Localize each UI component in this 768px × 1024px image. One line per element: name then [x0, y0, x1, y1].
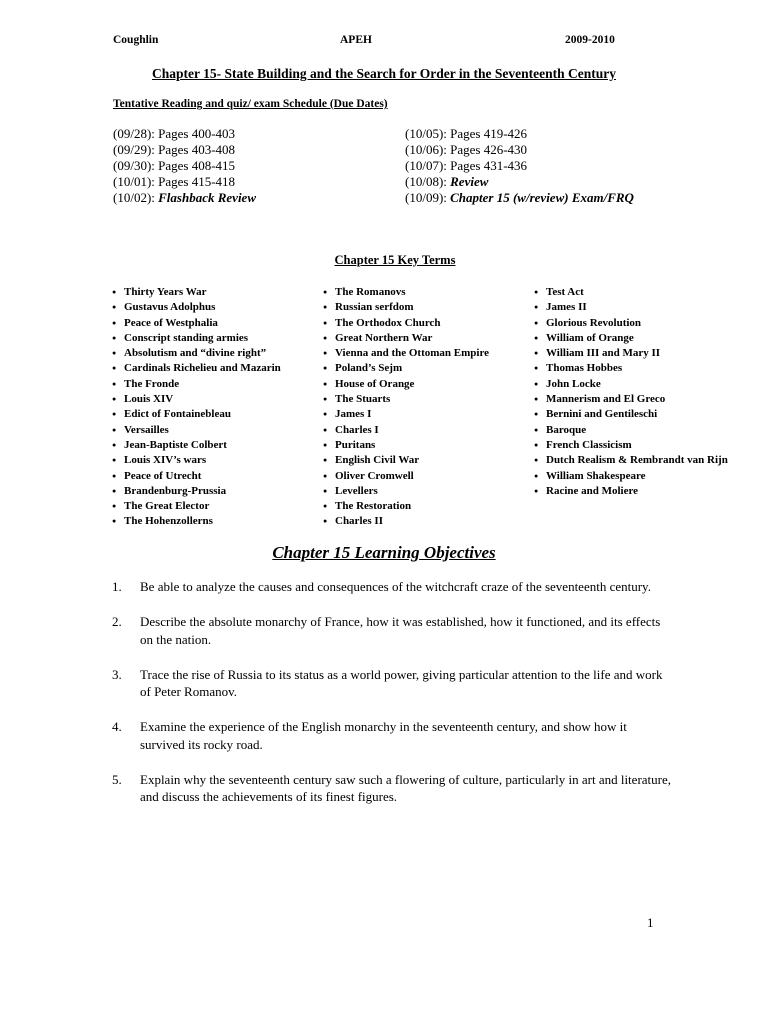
- key-term: ● Thomas Hobbes: [534, 361, 739, 376]
- key-term: ● Gustavus Adolphus: [112, 300, 312, 315]
- header-author: Coughlin: [113, 34, 159, 46]
- key-term: ● Test Act: [534, 285, 739, 300]
- key-term: ● William of Orange: [534, 331, 739, 346]
- key-term: ● The Romanovs: [323, 285, 523, 300]
- objective-text: Describe the absolute monarchy of France, how it was established, how it functioned, and its effects on the nation.: [140, 614, 661, 647]
- key-term: ● Great Northern War: [323, 331, 523, 346]
- key-term: ● Racine and Moliere: [534, 484, 739, 499]
- schedule-date: (10/05):: [405, 126, 451, 141]
- key-term: ● Mannerism and El Greco: [534, 392, 739, 407]
- key-term: ● Dutch Realism & Rembrandt van Rijn: [534, 453, 739, 468]
- objective-text: Examine the experience of the English monarchy in the seventeenth century, and show how it survived its rocky road.: [140, 719, 627, 752]
- key-term: ● Jean-Baptiste Colbert: [112, 438, 312, 453]
- schedule-right-column: [405, 126, 634, 206]
- schedule-date: (10/07):: [405, 158, 451, 173]
- schedule-emphasis: Review: [450, 174, 489, 189]
- key-term: ● The Restoration: [323, 499, 523, 514]
- page-header: [0, 34, 768, 50]
- schedule-row: [113, 190, 256, 206]
- objective-item: [112, 666, 672, 701]
- key-terms-title: Chapter 15 Key Terms: [334, 253, 456, 267]
- key-term: ● Charles I: [323, 423, 523, 438]
- schedule-row: [405, 190, 634, 206]
- schedule-date: (10/09):: [405, 190, 451, 205]
- key-terms-column-3: [534, 285, 739, 499]
- key-term: ● House of Orange: [323, 377, 523, 392]
- key-term: ● Bernini and Gentileschi: [534, 407, 739, 422]
- key-term: ● Puritans: [323, 438, 523, 453]
- key-term: ● Edict of Fontainebleau: [112, 407, 312, 422]
- schedule-date: (10/08):: [405, 174, 451, 189]
- objective-number: 2.: [112, 614, 122, 629]
- key-term: ● English Civil War: [323, 453, 523, 468]
- schedule-heading: Tentative Reading and quiz/ exam Schedule (Due Dates): [113, 98, 388, 110]
- key-term: ● Glorious Revolution: [534, 316, 739, 331]
- key-term: ● James II: [534, 300, 739, 315]
- schedule-date: (09/28):: [113, 126, 159, 141]
- key-term: ● The Great Elector: [112, 499, 312, 514]
- schedule-text: Pages 431-436: [450, 158, 528, 173]
- key-term: ● Peace of Utrecht: [112, 469, 312, 484]
- schedule-row: [405, 158, 634, 174]
- key-term: ● Baroque: [534, 423, 739, 438]
- schedule-text: Pages 415-418: [158, 174, 236, 189]
- key-term: ● Russian serfdom: [323, 300, 523, 315]
- key-term: ● The Fronde: [112, 377, 312, 392]
- objective-number: 3.: [112, 666, 122, 682]
- schedule-date: (10/02):: [113, 190, 159, 205]
- objective-text: Explain why the seventeenth century saw such a flowering of culture, particularly in art and literature, and discuss the achievements of its finest figures.: [140, 771, 672, 804]
- chapter-title: Chapter 15- State Building and the Search for Order in the Seventeenth Century: [151, 66, 616, 81]
- key-term: ● John Locke: [534, 377, 739, 392]
- schedule-text: Pages 408-415: [158, 158, 236, 173]
- schedule-text: Pages 403-408: [158, 142, 236, 157]
- objective-item: [112, 771, 672, 806]
- objective-text: Trace the rise of Russia to its status as a world power, giving particular attention to the life and work of Peter Romanov.: [140, 666, 663, 699]
- key-term: ● William Shakespeare: [534, 469, 739, 484]
- header-course: APEH: [340, 34, 372, 46]
- objective-item: [112, 613, 672, 648]
- schedule-date: (09/29):: [113, 142, 159, 157]
- key-terms-column-2: [323, 285, 523, 530]
- objective-item: [112, 718, 672, 753]
- key-term: ● Peace of Westphalia: [112, 316, 312, 331]
- key-term: ● French Classicism: [534, 438, 739, 453]
- key-term: ● Levellers: [323, 484, 523, 499]
- schedule-emphasis: Chapter 15 (w/review) Exam/FRQ: [450, 190, 634, 205]
- header-year: 2009-2010: [565, 34, 615, 46]
- objective-item: [112, 578, 672, 596]
- schedule-date: (10/01):: [113, 174, 159, 189]
- schedule-row: [113, 126, 256, 142]
- key-term: ● The Stuarts: [323, 392, 523, 407]
- schedule-emphasis: Flashback Review: [158, 190, 256, 205]
- key-term: ● Cardinals Richelieu and Mazarin: [112, 361, 312, 376]
- schedule-left-column: [113, 126, 256, 206]
- key-term: ● Versailles: [112, 423, 312, 438]
- objective-number: 4.: [112, 719, 122, 734]
- schedule-row: [113, 158, 256, 174]
- key-term: ● Oliver Cromwell: [323, 469, 523, 484]
- schedule-date: (10/06):: [405, 142, 451, 157]
- schedule-text: Pages 400-403: [158, 126, 236, 141]
- objective-text: Be able to analyze the causes and consequences of the witchcraft craze of the seventeenth century.: [140, 579, 651, 594]
- schedule-row: [405, 174, 634, 190]
- schedule-date: (09/30):: [113, 158, 159, 173]
- objectives-list: [112, 578, 672, 823]
- key-term: ● Louis XIV: [112, 392, 312, 407]
- key-term: ● Charles II: [323, 514, 523, 529]
- key-term: ● The Hohenzollerns: [112, 514, 312, 529]
- key-term: ● William III and Mary II: [534, 346, 739, 361]
- key-terms-column-1: [112, 285, 312, 530]
- key-term: ● Louis XIV’s wars: [112, 453, 312, 468]
- page-number: 1: [647, 915, 654, 930]
- key-term: ● Vienna and the Ottoman Empire: [323, 346, 523, 361]
- schedule-row: [113, 142, 256, 158]
- objective-number: 1.: [112, 579, 122, 594]
- key-term: ● Brandenburg-Prussia: [112, 484, 312, 499]
- key-term: ● Thirty Years War: [112, 285, 312, 300]
- schedule-text: Pages 419-426: [450, 126, 528, 141]
- schedule-text: Pages 426-430: [450, 142, 528, 157]
- objective-number: 5.: [112, 771, 122, 787]
- schedule-row: [113, 174, 256, 190]
- key-term: ● Absolutism and “divine right”: [112, 346, 312, 361]
- key-term: ● Poland’s Sejm: [323, 361, 523, 376]
- key-term: ● The Orthodox Church: [323, 316, 523, 331]
- schedule-row: [405, 126, 634, 142]
- schedule-row: [405, 142, 634, 158]
- objectives-title: Chapter 15 Learning Objectives: [272, 543, 496, 562]
- key-term: ● James I: [323, 407, 523, 422]
- key-term: ● Conscript standing armies: [112, 331, 312, 346]
